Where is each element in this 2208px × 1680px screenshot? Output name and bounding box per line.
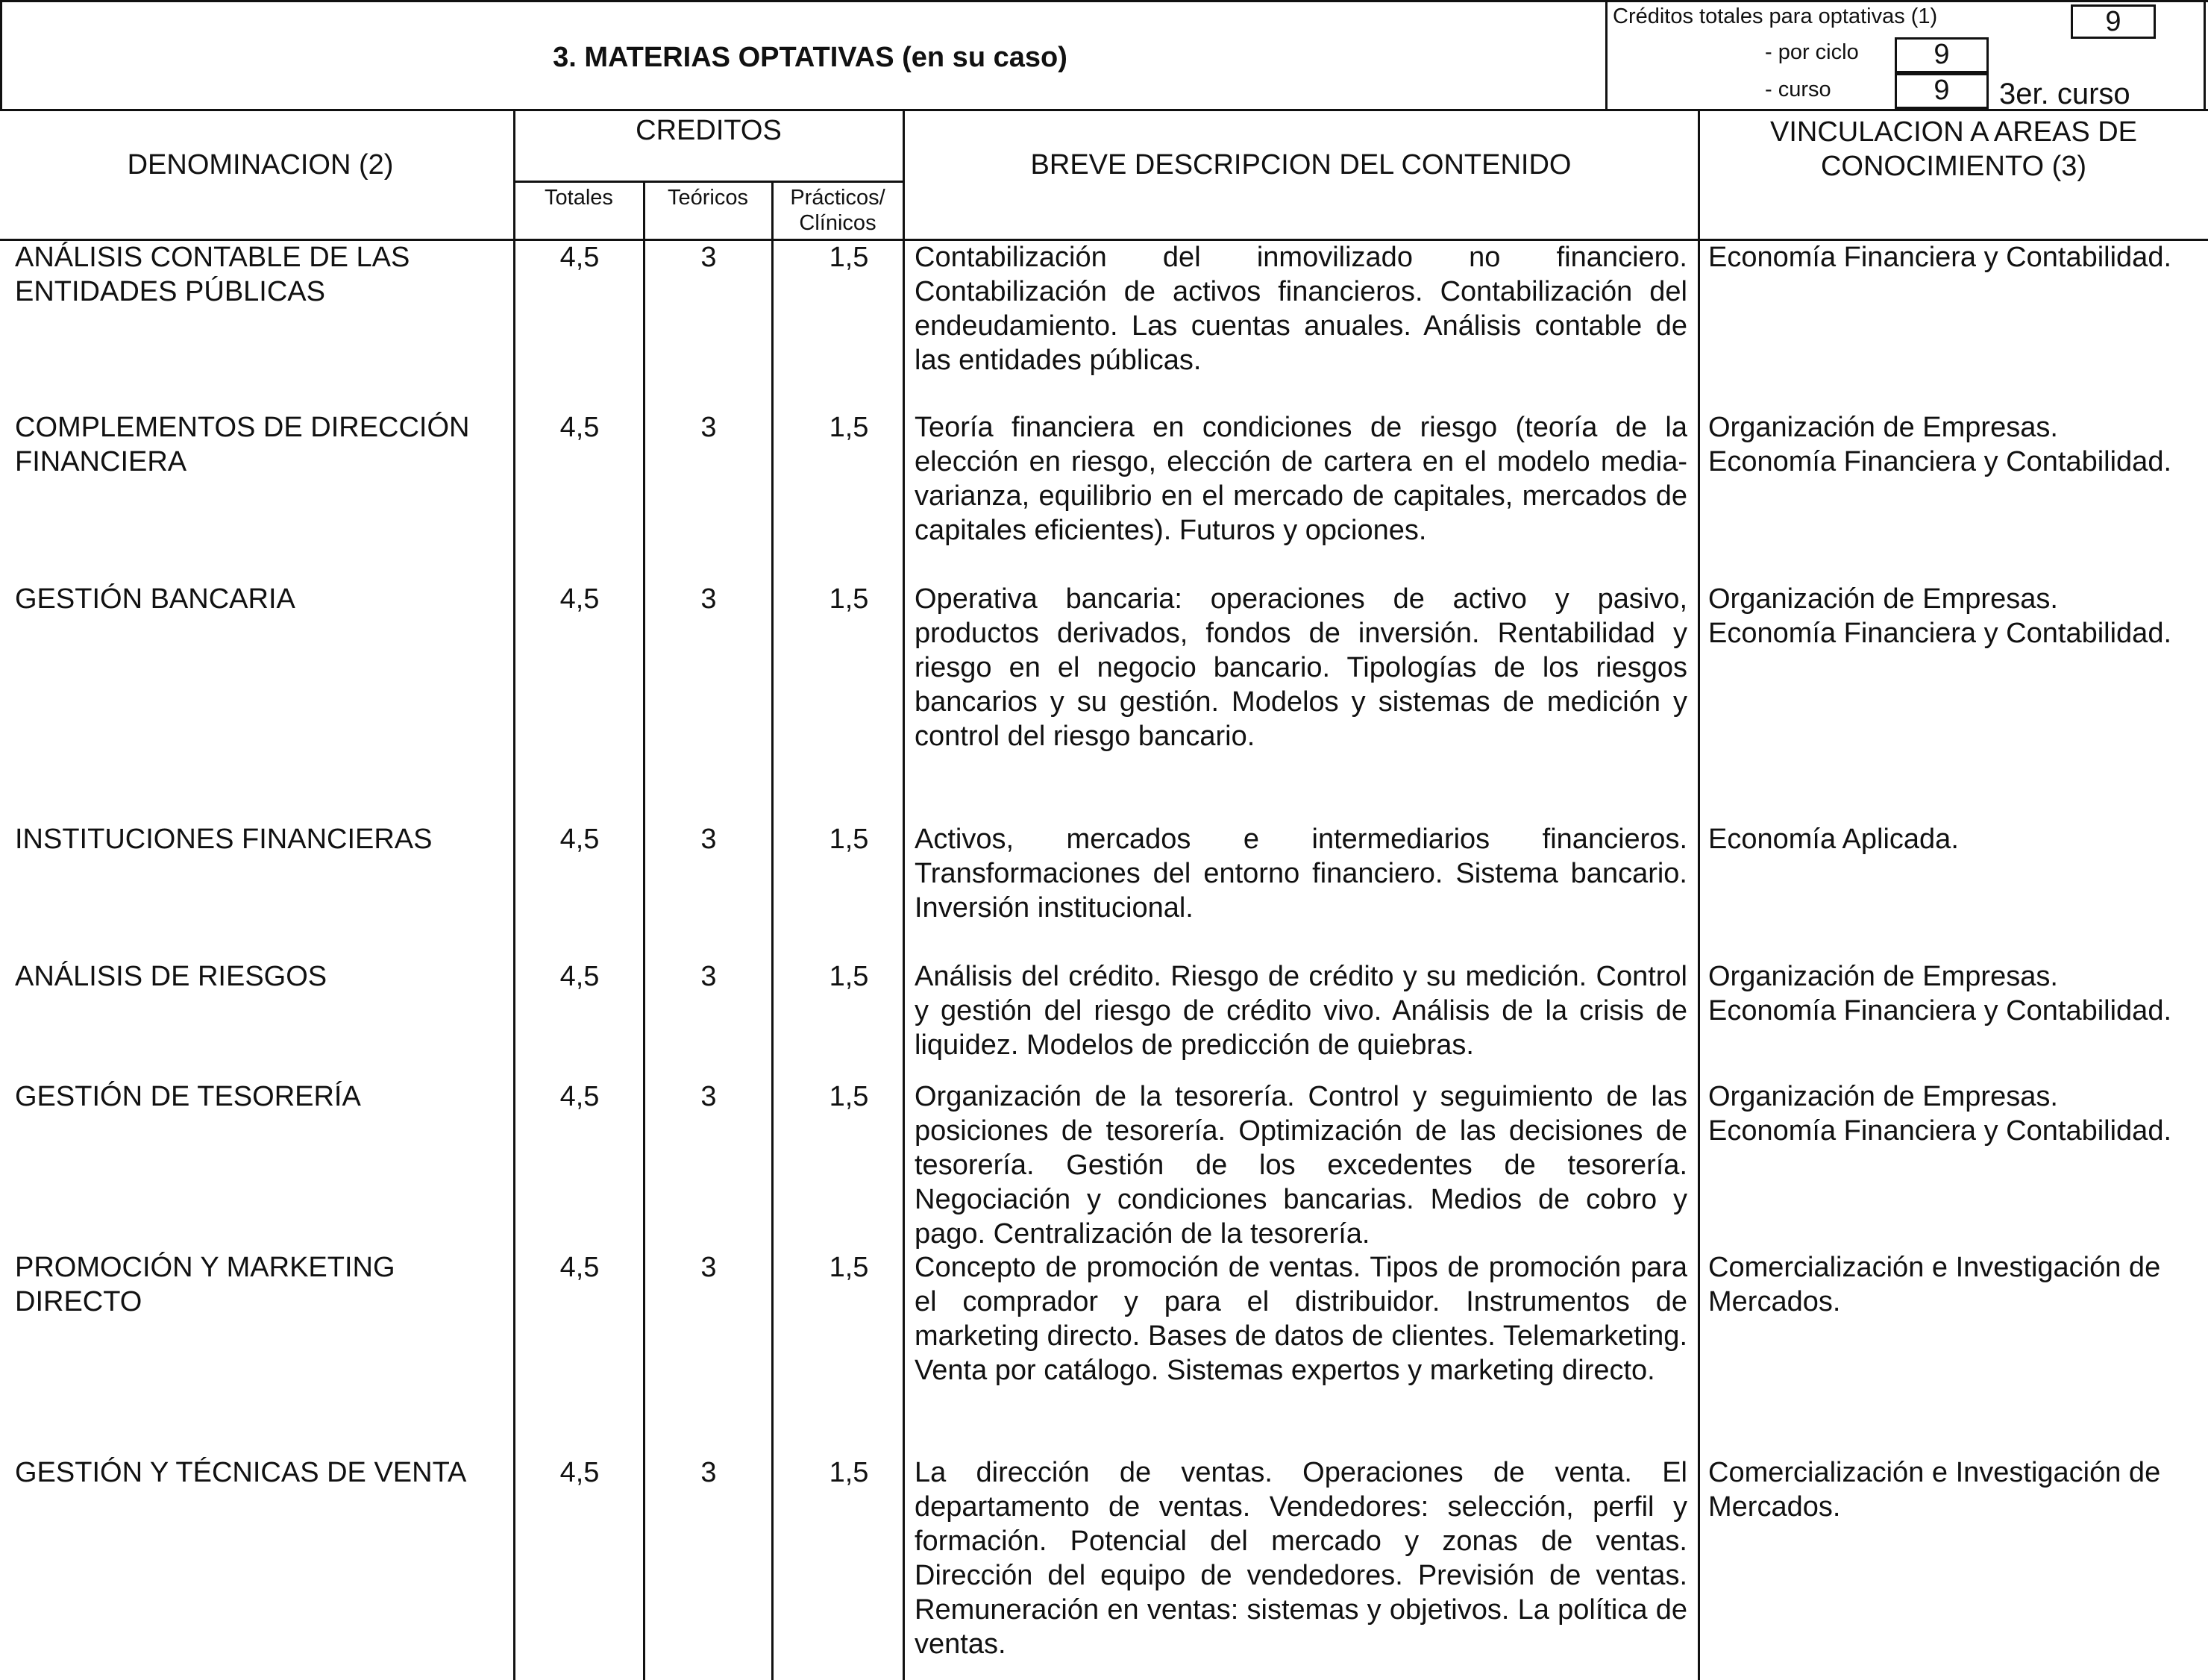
credits-totales: 4,5 — [559, 961, 600, 992]
credits-practicos: 1,5 — [829, 824, 869, 855]
knowledge-area: Organización de Empresas. — [1708, 961, 2058, 992]
subject-name: COMPLEMENTOS DE DIRECCIÓN FINANCIERA — [15, 412, 470, 477]
credits-teoricos: 3 — [700, 961, 717, 992]
credits-teoricos: 3 — [700, 1252, 717, 1283]
credits-teoricos: 3 — [700, 242, 717, 273]
subject-name: GESTIÓN BANCARIA — [15, 583, 295, 615]
credits-practicos: 1,5 — [829, 1457, 869, 1488]
knowledge-area: Economía Financiera y Contabilidad. — [1708, 618, 2172, 649]
knowledge-area: Comercialización e Investigación de Mercados. — [1708, 1457, 2161, 1523]
subject-name: ANÁLISIS CONTABLE DE LAS ENTIDADES PÚBLICAS — [15, 242, 410, 307]
col-creditos: CREDITOS — [636, 115, 782, 146]
knowledge-areas — [1708, 959, 2204, 1028]
subject-description: Activos, mercados e intermediarios financieros. Transformaciones del entorno financiero. Sistema bancario. Inversión institucional. — [915, 824, 1687, 924]
subject-description: Operativa bancaria: operaciones de activo y pasivo, productos derivados, fondos de inversión. Rentabilidad y riesgo en el negocio bancario. Tipologías de los riesgos bancarios y su gestión. Modelos y sistemas de medición y control del riesgo bancario. — [915, 583, 1687, 752]
credits-totales: 4,5 — [559, 242, 600, 273]
col-practicos-line2: Clínicos — [799, 211, 876, 235]
col-vinculacion-line2: CONOCIMIENTO (3) — [1820, 151, 2087, 182]
knowledge-areas — [1708, 822, 2204, 856]
subject-name: INSTITUCIONES FINANCIERAS — [15, 824, 433, 855]
col-totales: Totales — [545, 186, 613, 210]
credits-practicos: 1,5 — [829, 961, 869, 992]
creditos-totales-value: 9 — [2071, 4, 2156, 39]
col-denominacion: DENOMINACION (2) — [127, 149, 394, 181]
knowledge-areas — [1708, 240, 2204, 275]
credits-totales: 4,5 — [559, 583, 600, 615]
col-practicos — [773, 185, 903, 236]
col-descripcion: BREVE DESCRIPCION DEL CONTENIDO — [1030, 149, 1572, 181]
knowledge-area: Organización de Empresas. — [1708, 412, 2058, 443]
por-ciclo-value: 9 — [1895, 37, 1989, 73]
credits-practicos: 1,5 — [829, 412, 869, 443]
credits-practicos: 1,5 — [829, 242, 869, 273]
credits-teoricos: 3 — [700, 583, 717, 615]
knowledge-area: Organización de Empresas. — [1708, 583, 2058, 615]
subject-name: GESTIÓN DE TESORERÍA — [15, 1081, 361, 1112]
knowledge-area: Economía Financiera y Contabilidad. — [1708, 242, 2172, 273]
curso-name: 3er. curso — [1999, 78, 2130, 110]
col-practicos-line1: Prácticos/ — [790, 186, 885, 210]
subject-description: Análisis del crédito. Riesgo de crédito y su medición. Control y gestión del riesgo de crédito vivo. Análisis de la crisis de liquidez. Modelos de predicción de quiebras. — [915, 961, 1687, 1061]
knowledge-area: Economía Financiera y Contabilidad. — [1708, 1115, 2172, 1147]
credits-totales: 4,5 — [559, 1457, 600, 1488]
por-ciclo-label: - por ciclo — [1765, 40, 1859, 64]
credits-totales: 4,5 — [559, 1252, 600, 1283]
subject-name: PROMOCIÓN Y MARKETING DIRECTO — [15, 1252, 395, 1317]
col-vinculacion-line1: VINCULACION A AREAS DE — [1769, 116, 2138, 148]
creditos-totales-label: Créditos totales para optativas (1) — [1613, 4, 1938, 28]
subject-description: Organización de la tesorería. Control y seguimiento de las posiciones de tesorería. Optimización de las decisiones de tesorería. Gestión de los excedentes de tesorería. Negociación y condiciones bancarias. Medios de cobro y pago. Centralización de la tesorería. — [915, 1081, 1687, 1250]
credits-practicos: 1,5 — [829, 583, 869, 615]
col-teoricos: Teóricos — [668, 186, 748, 210]
subject-name: ANÁLISIS DE RIESGOS — [15, 961, 327, 992]
knowledge-area: Economía Financiera y Contabilidad. — [1708, 446, 2172, 477]
knowledge-area: Economía Aplicada. — [1708, 824, 1959, 855]
curso-value: 9 — [1895, 73, 1989, 109]
knowledge-area: Organización de Empresas. — [1708, 1081, 2058, 1112]
knowledge-areas — [1708, 1250, 2204, 1319]
knowledge-areas — [1708, 1455, 2204, 1524]
credits-practicos: 1,5 — [829, 1081, 869, 1112]
col-vinculacion — [1699, 115, 2208, 184]
credits-teoricos: 3 — [700, 1457, 717, 1488]
subject-description: Concepto de promoción de ventas. Tipos de promoción para el comprador y para el distribuidor. Instrumentos de marketing directo. Bases de datos de clientes. Telemarketing. Venta por catálogo. Sistemas expertos y marketing directo. — [915, 1252, 1687, 1386]
knowledge-areas — [1708, 1079, 2204, 1148]
credits-totales: 4,5 — [559, 412, 600, 443]
curso-label: - curso — [1765, 78, 1831, 101]
subject-description: Teoría financiera en condiciones de riesgo (teoría de la elección en riesgo, elección de cartera en el modelo media-varianza, equilibrio en el mercado de capitales, mercados de capitales eficientes). Futuros y opciones. — [915, 412, 1687, 546]
knowledge-area: Comercialización e Investigación de Mercados. — [1708, 1252, 2161, 1317]
knowledge-area: Economía Financiera y Contabilidad. — [1708, 995, 2172, 1027]
credits-teoricos: 3 — [700, 412, 717, 443]
credits-practicos: 1,5 — [829, 1252, 869, 1283]
subject-description: Contabilización del inmovilizado no financiero. Contabilización de activos financieros. Contabilización del endeudamiento. Las cuentas anuales. Análisis contable de las entidades públicas. — [915, 242, 1687, 376]
credits-totales: 4,5 — [559, 824, 600, 855]
subject-description: La dirección de ventas. Operaciones de venta. El departamento de ventas. Vendedores: selección, perfil y formación. Potencial del mercado y zonas de ventas. Dirección del equipo de vendedores. Previsión de ventas. Remuneración en ventas: sistemas y objetivos. La política de ventas. — [915, 1457, 1687, 1660]
subject-name: GESTIÓN Y TÉCNICAS DE VENTA — [15, 1457, 467, 1488]
knowledge-areas — [1708, 582, 2204, 651]
section-title: 3. MATERIAS OPTATIVAS (en su caso) — [553, 42, 1067, 73]
credits-teoricos: 3 — [700, 1081, 717, 1112]
knowledge-areas — [1708, 410, 2204, 479]
credits-totales: 4,5 — [559, 1081, 600, 1112]
credits-teoricos: 3 — [700, 824, 717, 855]
